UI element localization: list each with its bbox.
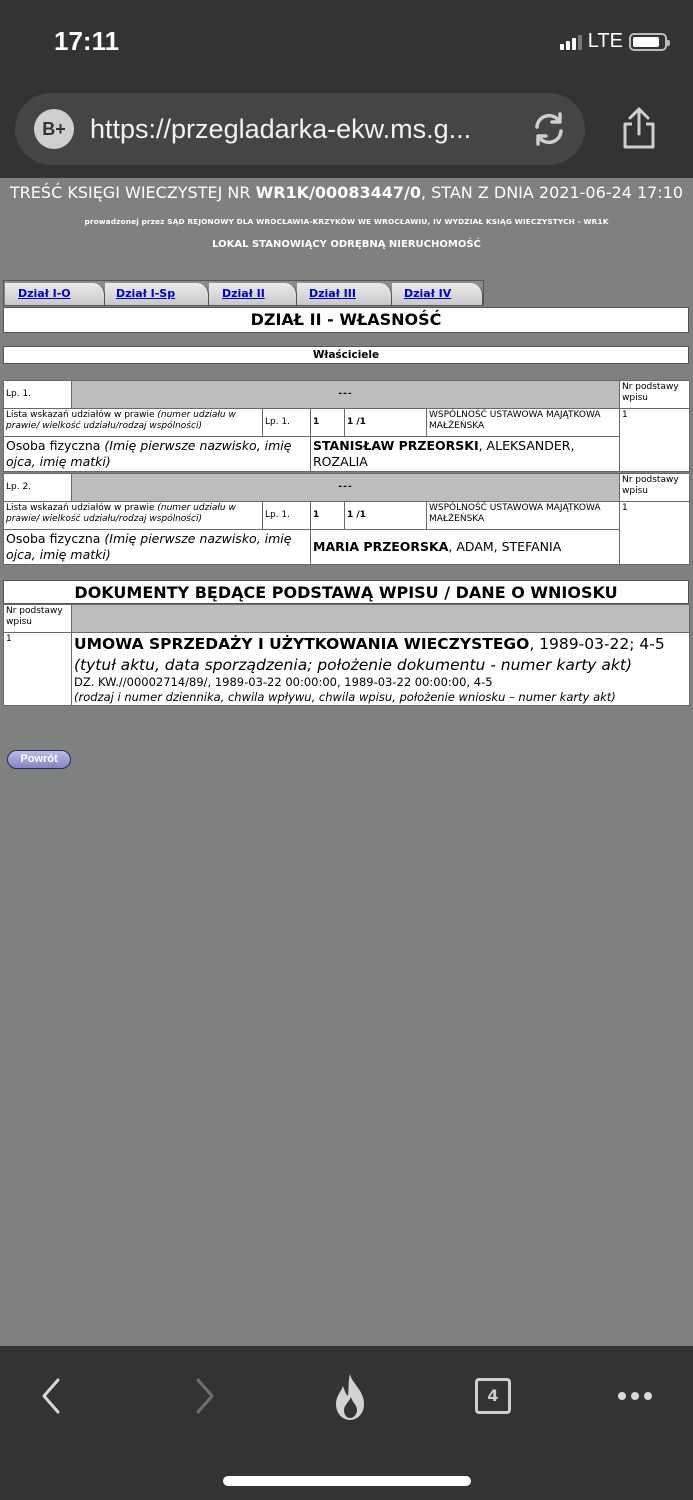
nr-podstawy-label: Nr podstawy wpisu [620,474,690,502]
kw-number: WR1K/00083447/0 [255,183,421,202]
owner-placeholder: --- [72,474,620,502]
site-badge-icon[interactable]: B+ [34,109,74,149]
nr-podstawy-label: Nr podstawy wpisu [620,381,690,409]
fire-icon[interactable] [330,1372,370,1422]
address-bar[interactable] [15,93,585,165]
home-indicator [223,1476,471,1486]
reload-icon[interactable] [529,109,569,149]
tab-dzial-iv[interactable]: Dział IV [392,283,483,305]
person-label: Osoba fizyczna (Imię pierwsze nazwisko, imię ojca, imię matki) [4,437,311,472]
document-row [4,633,690,706]
status-time: 17:11 [54,26,120,56]
tab-dzial-i-sp[interactable]: Dział I-Sp [105,283,209,305]
shares-label: Lista wskazań udziałów w prawie (numer udziału w prawie/ wielkość udziału/rodzaj wspólności) [4,502,263,530]
tab-dzial-ii[interactable]: Dział II [209,283,297,305]
document-journal-desc: (rodzaj i numer dziennika, chwila wpływu, chwila wpisu, położenie wniosku – numer karty akt) [74,690,616,704]
back-arrow-icon[interactable] [38,1376,64,1416]
document-details [72,633,690,706]
document-journal: DZ. KW.//00002714/89/, 1989-03-22 00:00:00, 1989-03-22 00:00:00, 4-5 [74,675,493,689]
back-button[interactable]: Powrót [7,750,71,769]
browser-top-bar [0,0,693,178]
share-lp: Lp. 1. [263,502,311,530]
section-tabs [3,280,484,306]
owner-lp: Lp. 1. [4,381,72,409]
more-menu-icon[interactable] [618,1392,652,1400]
owner-lp: Lp. 2. [4,474,72,502]
signal-icon [560,34,582,50]
share-size: 1 /1 [345,502,427,530]
nr-podstawy-value: 1 [620,409,690,472]
document-nr: 1 [4,633,72,706]
nr-podstawy-value: 1 [620,502,690,565]
tab-dzial-i-o[interactable]: Dział I-O [5,283,105,305]
owner-header-row [4,381,690,409]
share-type: WSPÓLNOŚĆ USTAWOWA MAJĄTKOWA MAŁŻEŃSKA [427,409,620,437]
share-icon[interactable] [620,106,658,150]
share-row [4,409,690,437]
documents-header-fill [72,605,690,633]
share-number: 1 [311,502,345,530]
documents-col-header: Nr podstawy wpisu [4,605,72,633]
person-label: Osoba fizyczna (Imię pierwsze nazwisko, imię ojca, imię matki) [4,530,311,565]
share-number: 1 [311,409,345,437]
person-row [4,437,690,472]
share-type: WSPÓLNOŚĆ USTAWOWA MAJĄTKOWA MAŁŻEŃSKA [427,502,620,530]
owner-table [3,380,690,472]
page-content [0,178,693,765]
share-size: 1 /1 [345,409,427,437]
person-row [4,530,690,565]
court-info: prowadzonej przez SĄD REJONOWY DLA WROCŁAWIA-KRZYKÓW WE WROCŁAWIU, IV WYDZIAŁ KSIĄG WIECZYSTYCH - WR1K [84,217,609,226]
page-title: TREŚĆ KSIĘGI WIECZYSTEJ NR WR1K/00083447/0, STAN Z DNIA 2021-06-24 17:10 [9,183,684,202]
status-indicators [560,30,667,53]
share-row [4,502,690,530]
forward-arrow-icon[interactable] [192,1376,218,1416]
owner-table [3,473,690,565]
url-text[interactable]: https://przegladarka-ekw.ms.g... [90,113,472,144]
property-type: LOKAL STANOWIĄCY ODRĘBNĄ NIERUCHOMOŚĆ [212,239,481,250]
owners-subtitle: Właściciele [3,346,689,364]
tabs-count-button[interactable]: 4 [475,1378,511,1414]
shares-label: Lista wskazań udziałów w prawie (numer udziału w prawie/ wielkość udziału/rodzaj wspólności) [4,409,263,437]
section-title: DZIAŁ II - WŁASNOŚĆ [3,307,689,333]
owner-header-row [4,474,690,502]
person-name: MARIA PRZEORSKA, ADAM, STEFANIA [311,530,620,565]
share-lp: Lp. 1. [263,409,311,437]
document-act: UMOWA SPRZEDAŻY I UŻYTKOWANIA WIECZYSTEGO, 1989-03-22; 4-5 [74,635,665,653]
browser-bottom-bar [0,1346,693,1500]
person-name: STANISŁAW PRZEORSKI, ALEKSANDER, ROZALIA [311,437,620,472]
document-act-desc: (tytuł aktu, data sporządzenia; położenie dokumentu - numer karty akt) [74,656,632,674]
tab-dzial-iii[interactable]: Dział III [297,283,392,305]
network-type: LTE [587,30,623,52]
battery-icon [629,33,667,51]
owner-placeholder: --- [72,381,620,409]
documents-table [3,604,690,706]
documents-title: DOKUMENTY BĘDĄCE PODSTAWĄ WPISU / DANE O WNIOSKU [3,580,689,604]
documents-header-row [4,605,690,633]
